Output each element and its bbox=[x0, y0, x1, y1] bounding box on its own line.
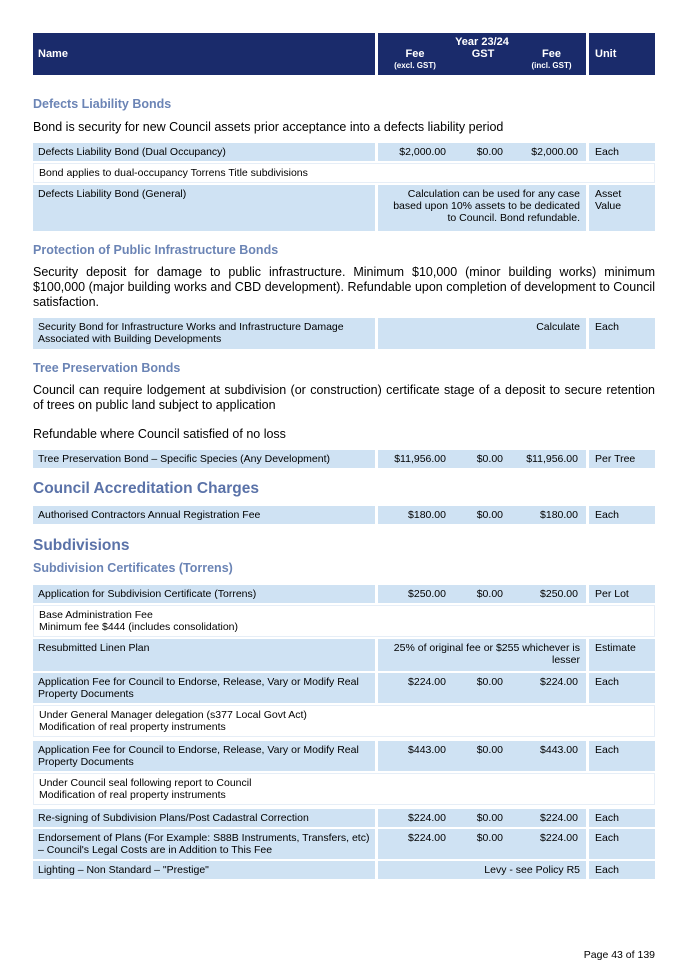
table-row: Application for Subdivision Certificate (Torrens) $250.00 $0.00 $250.00 Per Lot bbox=[33, 585, 655, 603]
table-row: Application Fee for Council to Endorse, Release, Vary or Modify Real Property Documents $443.00 $0.00 $443.00 Each bbox=[33, 741, 655, 771]
table-row: Re-signing of Subdivision Plans/Post Cadastral Correction $224.00 $0.00 $224.00 Each bbox=[33, 809, 655, 827]
page-number: Page 43 of 139 bbox=[583, 949, 655, 961]
section-heading: Defects Liability Bonds bbox=[33, 97, 172, 111]
table-row: Application Fee for Council to Endorse, Release, Vary or Modify Real Property Documents $224.00 $0.00 $224.00 Each bbox=[33, 673, 655, 703]
section-heading: Council Accreditation Charges bbox=[33, 480, 259, 497]
header-gst: GST bbox=[471, 48, 495, 60]
subsection-heading: Subdivision Certificates (Torrens) bbox=[33, 561, 233, 575]
section-intro: Refundable where Council satisfied of no loss bbox=[33, 427, 286, 441]
row-note: Under Council seal following report to Council Modification of real property instruments bbox=[33, 773, 655, 805]
table-row: Tree Preservation Bond – Specific Species (Any Development) $11,956.00 $0.00 $11,956.00 Per Tree bbox=[33, 450, 655, 468]
section-intro: Bond is security for new Council assets prior acceptance into a defects liability period bbox=[33, 120, 504, 134]
section-heading: Subdivisions bbox=[33, 537, 130, 554]
row-note: Base Administration Fee Minimum fee $444 (includes consolidation) bbox=[33, 605, 655, 637]
table-row: Defects Liability Bond (General) Calculation can be used for any case based upon 10% assets to be dedicated to Council. Bond refundable. Asset Value bbox=[33, 185, 655, 231]
row-note: Under General Manager delegation (s377 Local Govt Act) Modification of real property instruments bbox=[33, 705, 655, 737]
header-year-group bbox=[378, 33, 589, 75]
header-year: Year 23/24 bbox=[455, 36, 509, 48]
table-row: Authorised Contractors Annual Registration Fee $180.00 $0.00 $180.00 Each bbox=[33, 506, 655, 524]
section-heading: Tree Preservation Bonds bbox=[33, 361, 181, 375]
table-row: Resubmitted Linen Plan 25% of original fee or $255 whichever is lesser Estimate bbox=[33, 639, 655, 671]
section-heading: Protection of Public Infrastructure Bonds bbox=[33, 243, 279, 257]
header-fee-excl: Fee (excl. GST) bbox=[394, 48, 436, 70]
header-name: Name bbox=[33, 33, 378, 75]
section-intro: Council can require lodgement at subdivision (or construction) certificate stage of a deposit to secure retention of trees on public land subject to application bbox=[33, 383, 655, 412]
section-intro: Security deposit for damage to public infrastructure. Minimum $10,000 (minor building works) minimum $100,000 (major building works and CBD development). Refundable upon completion of development to Council satisfaction. bbox=[33, 265, 655, 309]
header-fee-incl: Fee (incl. GST) bbox=[531, 48, 572, 70]
table-row: Security Bond for Infrastructure Works and Infrastructure Damage Associated with Building Developments Calculate Each bbox=[33, 318, 655, 349]
row-note: Bond applies to dual-occupancy Torrens Title subdivisions bbox=[33, 163, 655, 183]
table-row: Defects Liability Bond (Dual Occupancy) $2,000.00 $0.00 $2,000.00 Each bbox=[33, 143, 655, 161]
table-header bbox=[33, 33, 655, 75]
table-row: Endorsement of Plans (For Example: S88B Instruments, Transfers, etc) – Council's Legal Costs are in Addition to This Fee $224.00 $0.00 $224.00 Each bbox=[33, 829, 655, 859]
fee-schedule-page bbox=[33, 33, 655, 879]
header-unit: Unit bbox=[595, 48, 617, 60]
table-row: Lighting – Non Standard – "Prestige" Levy - see Policy R5 Each bbox=[33, 861, 655, 879]
